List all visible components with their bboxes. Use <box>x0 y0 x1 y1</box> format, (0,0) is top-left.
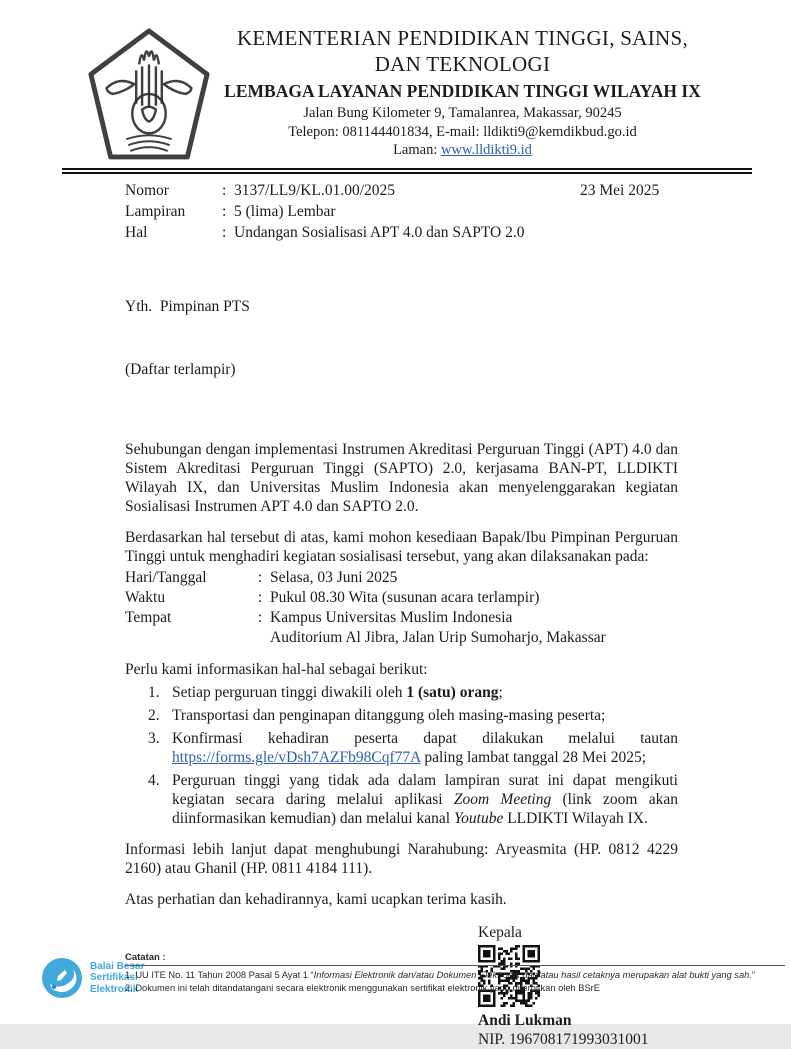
meta-colon: : <box>222 224 227 241</box>
meta-value-lampiran: 5 (lima) Lembar <box>234 203 336 220</box>
bsre-label-line3: Elektronik <box>90 983 139 995</box>
info-list <box>125 683 678 828</box>
letter-body <box>0 174 791 1049</box>
signatory-title: Kepala <box>478 924 522 941</box>
list-item-text: LLDIKTI Wilayah IX. <box>503 810 648 827</box>
meta-label-nomor: Nomor <box>125 182 169 199</box>
paragraph-invitation: Berdasarkan hal tersebut di atas, kami mohon kesediaan Bapak/Ibu Pimpinan Perguruan Tinggi untuk menghadiri kegiatan sosialisasi tersebut, yang akan dilaksanakan pada: <box>125 529 678 565</box>
notes-divider <box>125 965 785 966</box>
contact-paragraph: Informasi lebih lanjut dapat menghubungi Narahubung: Aryeasmita (HP. 0812 4229 2160) atau Ghanil (HP. 0811 4184 111). <box>125 841 678 877</box>
footer-note-2: 2. Dokumen ini telah ditandatangani secara elektronik menggunakan sertifikat elektronik yang diterbitkan oleh BSrE <box>125 983 600 993</box>
agency-name: LEMBAGA LAYANAN PENDIDIKAN TINGGI WILAYAH IX <box>224 81 701 101</box>
list-number: 3. <box>148 730 160 747</box>
closing-paragraph: Atas perhatian dan kehadirannya, kami ucapkan terima kasih. <box>125 891 507 908</box>
list-number: 2. <box>148 707 160 724</box>
letter-meta <box>125 180 678 243</box>
bsre-icon <box>40 956 84 1000</box>
meta-colon: : <box>222 182 227 199</box>
info-intro: Perlu kami informasikan hal-hal sebagai berikut: <box>125 661 428 678</box>
website-label: Laman: <box>393 142 441 158</box>
schedule-value-venue-line2: Auditorium Al Jibra, Jalan Urip Sumoharjo, Makassar <box>270 629 606 646</box>
meta-colon: : <box>222 203 227 220</box>
recipient-line2: (Daftar terlampir) <box>125 361 236 378</box>
list-item-text: paling lambat tanggal 28 Mei 2025; <box>420 749 647 766</box>
agency-contact: Telepon: 081144401834, E-mail: lldikti9@kemdikbud.go.id <box>288 123 637 140</box>
agency-address: Jalan Bung Kilometer 9, Tamalanrea, Makassar, 90245 <box>303 105 622 121</box>
list-item-text: Setiap perguruan tinggi diwakili oleh <box>172 684 407 701</box>
schedule-value-time: Pukul 08.30 Wita (susunan acara terlampir) <box>270 589 540 606</box>
schedule-colon: : <box>258 609 263 626</box>
tut-wuri-handayani-icon <box>85 27 213 165</box>
list-item-text: Konfirmasi kehadiran peserta dapat dilakukan melalui tautan <box>172 730 678 747</box>
list-item-text: Perguruan tinggi yang tidak ada dalam lampiran surat ini dapat mengikuti kegiatan secara daring melalui aplikasi <box>172 772 678 808</box>
agency-website-line <box>140 141 785 160</box>
schedule-value-day: Selasa, 03 Juni 2025 <box>270 569 398 586</box>
letterhead-text <box>140 25 785 160</box>
meta-label-lampiran: Lampiran <box>125 203 186 220</box>
note-italic-text: Informasi Elektronik dan/atau Dokumen Elektronik dan/atau hasil cetaknya merupakan alat bukti yang sah. <box>313 970 752 980</box>
schedule-value-venue: Kampus Universitas Muslim Indonesia <box>270 609 513 626</box>
recipient-block <box>125 254 678 422</box>
schedule-colon: : <box>258 569 263 586</box>
schedule-colon: : <box>258 589 263 606</box>
website-link[interactable]: www.lldikti9.id <box>441 142 532 158</box>
list-number: 1. <box>148 684 160 701</box>
note-text: 1. UU ITE No. 11 Tahun 2008 Pasal 5 Ayat 1 “ <box>125 970 314 980</box>
list-item-4 <box>125 771 678 828</box>
meta-value-hal: Undangan Sosialisasi APT 4.0 dan SAPTO 2.0 <box>234 224 525 241</box>
list-item-2 <box>125 706 678 725</box>
schedule-label-day: Hari/Tanggal <box>125 569 207 586</box>
list-item-text: ; <box>498 684 503 701</box>
footer-note-1 <box>125 969 785 982</box>
list-item-3 <box>125 729 678 767</box>
meta-label-hal: Hal <box>125 224 148 241</box>
schedule-label-time: Waktu <box>125 589 166 606</box>
list-item-1 <box>125 683 678 702</box>
letterhead <box>0 0 791 168</box>
paragraph-opening: Sehubungan dengan implementasi Instrumen Akreditasi Perguruan Tinggi (APT) 4.0 dan Sistem Akreditasi Perguruan Tinggi (SAPTO) 2.0, kerjasama BAN-PT, LLDIKTI Wilayah IX, dan Universitas Muslim Indonesia akan menyelenggarakan kegiatan Sosialisasi Instrumen APT 4.0 dan SAPTO 2.0. <box>125 441 678 515</box>
list-item-italic-text: Zoom Meeting <box>453 791 552 808</box>
signatory-name: Andi Lukman <box>478 1012 572 1029</box>
bsre-label-line1: Balai Besar <box>90 960 145 972</box>
confirmation-form-link[interactable]: https://forms.gle/vDsh7AZFb98Cqf77A <box>172 749 421 766</box>
list-item-text: Transportasi dan penginapan ditanggung oleh masing-masing peserta; <box>172 707 606 724</box>
list-item-italic-text: Youtube <box>453 810 504 827</box>
notes-title: Catatan : <box>125 952 166 963</box>
signatory-nip: NIP. 196708171993031001 <box>478 1031 649 1048</box>
bsre-label-line2: Sertifikasi <box>90 972 138 984</box>
ministry-name-line2: DAN TEKNOLOGI <box>374 52 551 76</box>
list-item-bold-text: 1 (satu) orang <box>406 684 499 701</box>
meta-value-nomor: 3137/LL9/KL.01.00/2025 <box>234 182 396 199</box>
footer-notes <box>125 952 785 995</box>
schedule-label-venue: Tempat <box>125 609 172 626</box>
note-text: ” <box>751 970 755 980</box>
document-footer <box>0 952 791 1016</box>
recipient-line1: Yth. Pimpinan PTS <box>125 298 250 315</box>
event-schedule <box>125 568 678 648</box>
list-item-text: (link zoom akan diinformasikan kemudian) dan melalui kanal <box>172 791 678 827</box>
ministry-name-line1: KEMENTERIAN PENDIDIKAN TINGGI, SAINS, <box>236 26 689 50</box>
letter-date: 23 Mei 2025 <box>580 182 660 199</box>
list-number: 4. <box>148 772 160 789</box>
